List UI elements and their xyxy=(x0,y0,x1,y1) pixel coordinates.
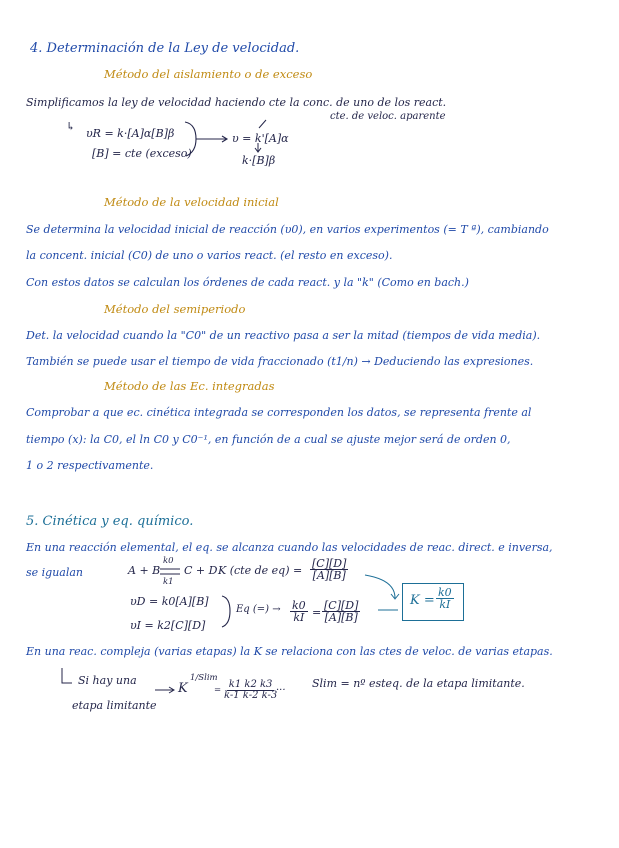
boxed-k-denominator: kI xyxy=(439,598,451,611)
chain-equals: = xyxy=(214,685,222,695)
k-chain-fraction xyxy=(222,680,279,701)
k-ratio-denominator: kI xyxy=(293,611,305,624)
k-ratio-conc xyxy=(322,600,360,623)
rate-law: υR = k·[A]α[B]β xyxy=(86,127,175,140)
section5-title: 5. Cinética y eq. químico. xyxy=(26,514,194,529)
if-limiting-2: etapa limitante xyxy=(72,699,157,712)
chain-numerator: k1 k2 k3 xyxy=(228,679,273,690)
integrated-line2: tiempo (x): la C0, el ln C0 y C0⁻¹, en función de a cual se ajuste mejor será de orden 0, xyxy=(26,433,511,446)
k-forward: k0 xyxy=(163,556,174,566)
if-limiting-1: Si hay una xyxy=(78,674,137,687)
inverse-rate: υI = k2[C][D] xyxy=(130,619,206,632)
boxed-k-numerator: k0 xyxy=(438,586,452,599)
isolation-arrow: ↳ xyxy=(66,120,76,133)
integrated-heading: Método de las Ec. integradas xyxy=(104,379,275,393)
isolation-heading: Método del aislamiento o de exceso xyxy=(104,67,313,81)
reaction-right: C + D xyxy=(184,564,218,577)
integrated-line3: 1 o 2 respectivamente. xyxy=(26,459,154,472)
section4-title: 4. Determinación de la Ley de velocidad. xyxy=(30,41,300,56)
equalize-label: se igualan xyxy=(26,566,84,579)
initial-rate-line1: Se determina la velocidad inicial de reacción (υ0), en varios experimentos (= T ª), cambiando xyxy=(26,223,549,236)
apparent-rate: υ = k'[A]α xyxy=(232,132,289,145)
section5-line1: En una reacción elemental, el eq. se alcanza cuando las velocidades de reac. direct. e inversa, xyxy=(26,541,553,554)
chain-denominator: k-1 k-2 k-3 xyxy=(224,690,278,701)
k-ratio-equals: = xyxy=(312,606,322,619)
k-eq-numerator: [C][D] xyxy=(312,557,347,570)
direct-rate: υD = k0[A][B] xyxy=(130,595,209,608)
k-ratio-numerator: k0 xyxy=(292,599,306,612)
k-ratio xyxy=(290,600,308,623)
initial-rate-line3: Con estos datos se calculan los órdenes de cada react. y la "k" (Como en bach.) xyxy=(26,276,469,289)
k-eq-denominator: [A][B] xyxy=(312,569,346,582)
isolation-intro: Simplificamos la ley de velocidad haciendo cte la conc. de uno de los react. xyxy=(26,96,447,109)
half-life-line2: También se puede usar el tiempo de vida fraccionado (t1/n) → Deduciendo las expresiones. xyxy=(26,355,534,368)
complex-line: En una reac. compleja (varias etapas) la K se relaciona con las ctes de veloc. de varias etapas. xyxy=(26,645,553,658)
slim-definition: Slim = nº esteq. de la etapa limitante. xyxy=(312,677,525,690)
half-life-line1: Det. la velocidad cuando la "C0" de un reactivo pasa a ser la mitad (tiempos de vida media). xyxy=(26,329,541,342)
k-ratio-conc-numerator: [C][D] xyxy=(324,599,359,612)
k-eq-fraction xyxy=(310,558,348,581)
half-life-heading: Método del semiperiodo xyxy=(104,302,246,316)
k-back: k1 xyxy=(163,577,174,587)
initial-rate-line2: la concent. inicial (C0) de uno o varios react. (el resto en exceso). xyxy=(26,249,393,262)
excess-condition: [B] = cte (exceso) xyxy=(92,147,192,160)
reaction-left: A + B xyxy=(128,564,161,577)
initial-rate-heading: Método de la velocidad inicial xyxy=(104,195,279,209)
boxed-k-fraction xyxy=(436,587,454,610)
integrated-line1: Comprobar a que ec. cinética integrada se corresponden los datos, se representa frente al xyxy=(26,406,532,419)
k-eq-label: K (cte de eq) = xyxy=(218,564,303,577)
boxed-k-label: K = xyxy=(410,593,435,608)
apparent-definition: k·[B]β xyxy=(242,154,276,167)
k-power-exponent: 1/Slim xyxy=(190,673,218,683)
apparent-note: cte. de veloc. aparente xyxy=(330,111,446,122)
chain-dots: ··· xyxy=(276,685,286,696)
k-ratio-conc-denominator: [A][B] xyxy=(324,611,358,624)
eq-label: Eq (=) → xyxy=(236,604,281,615)
k-power-base: K xyxy=(178,681,188,696)
